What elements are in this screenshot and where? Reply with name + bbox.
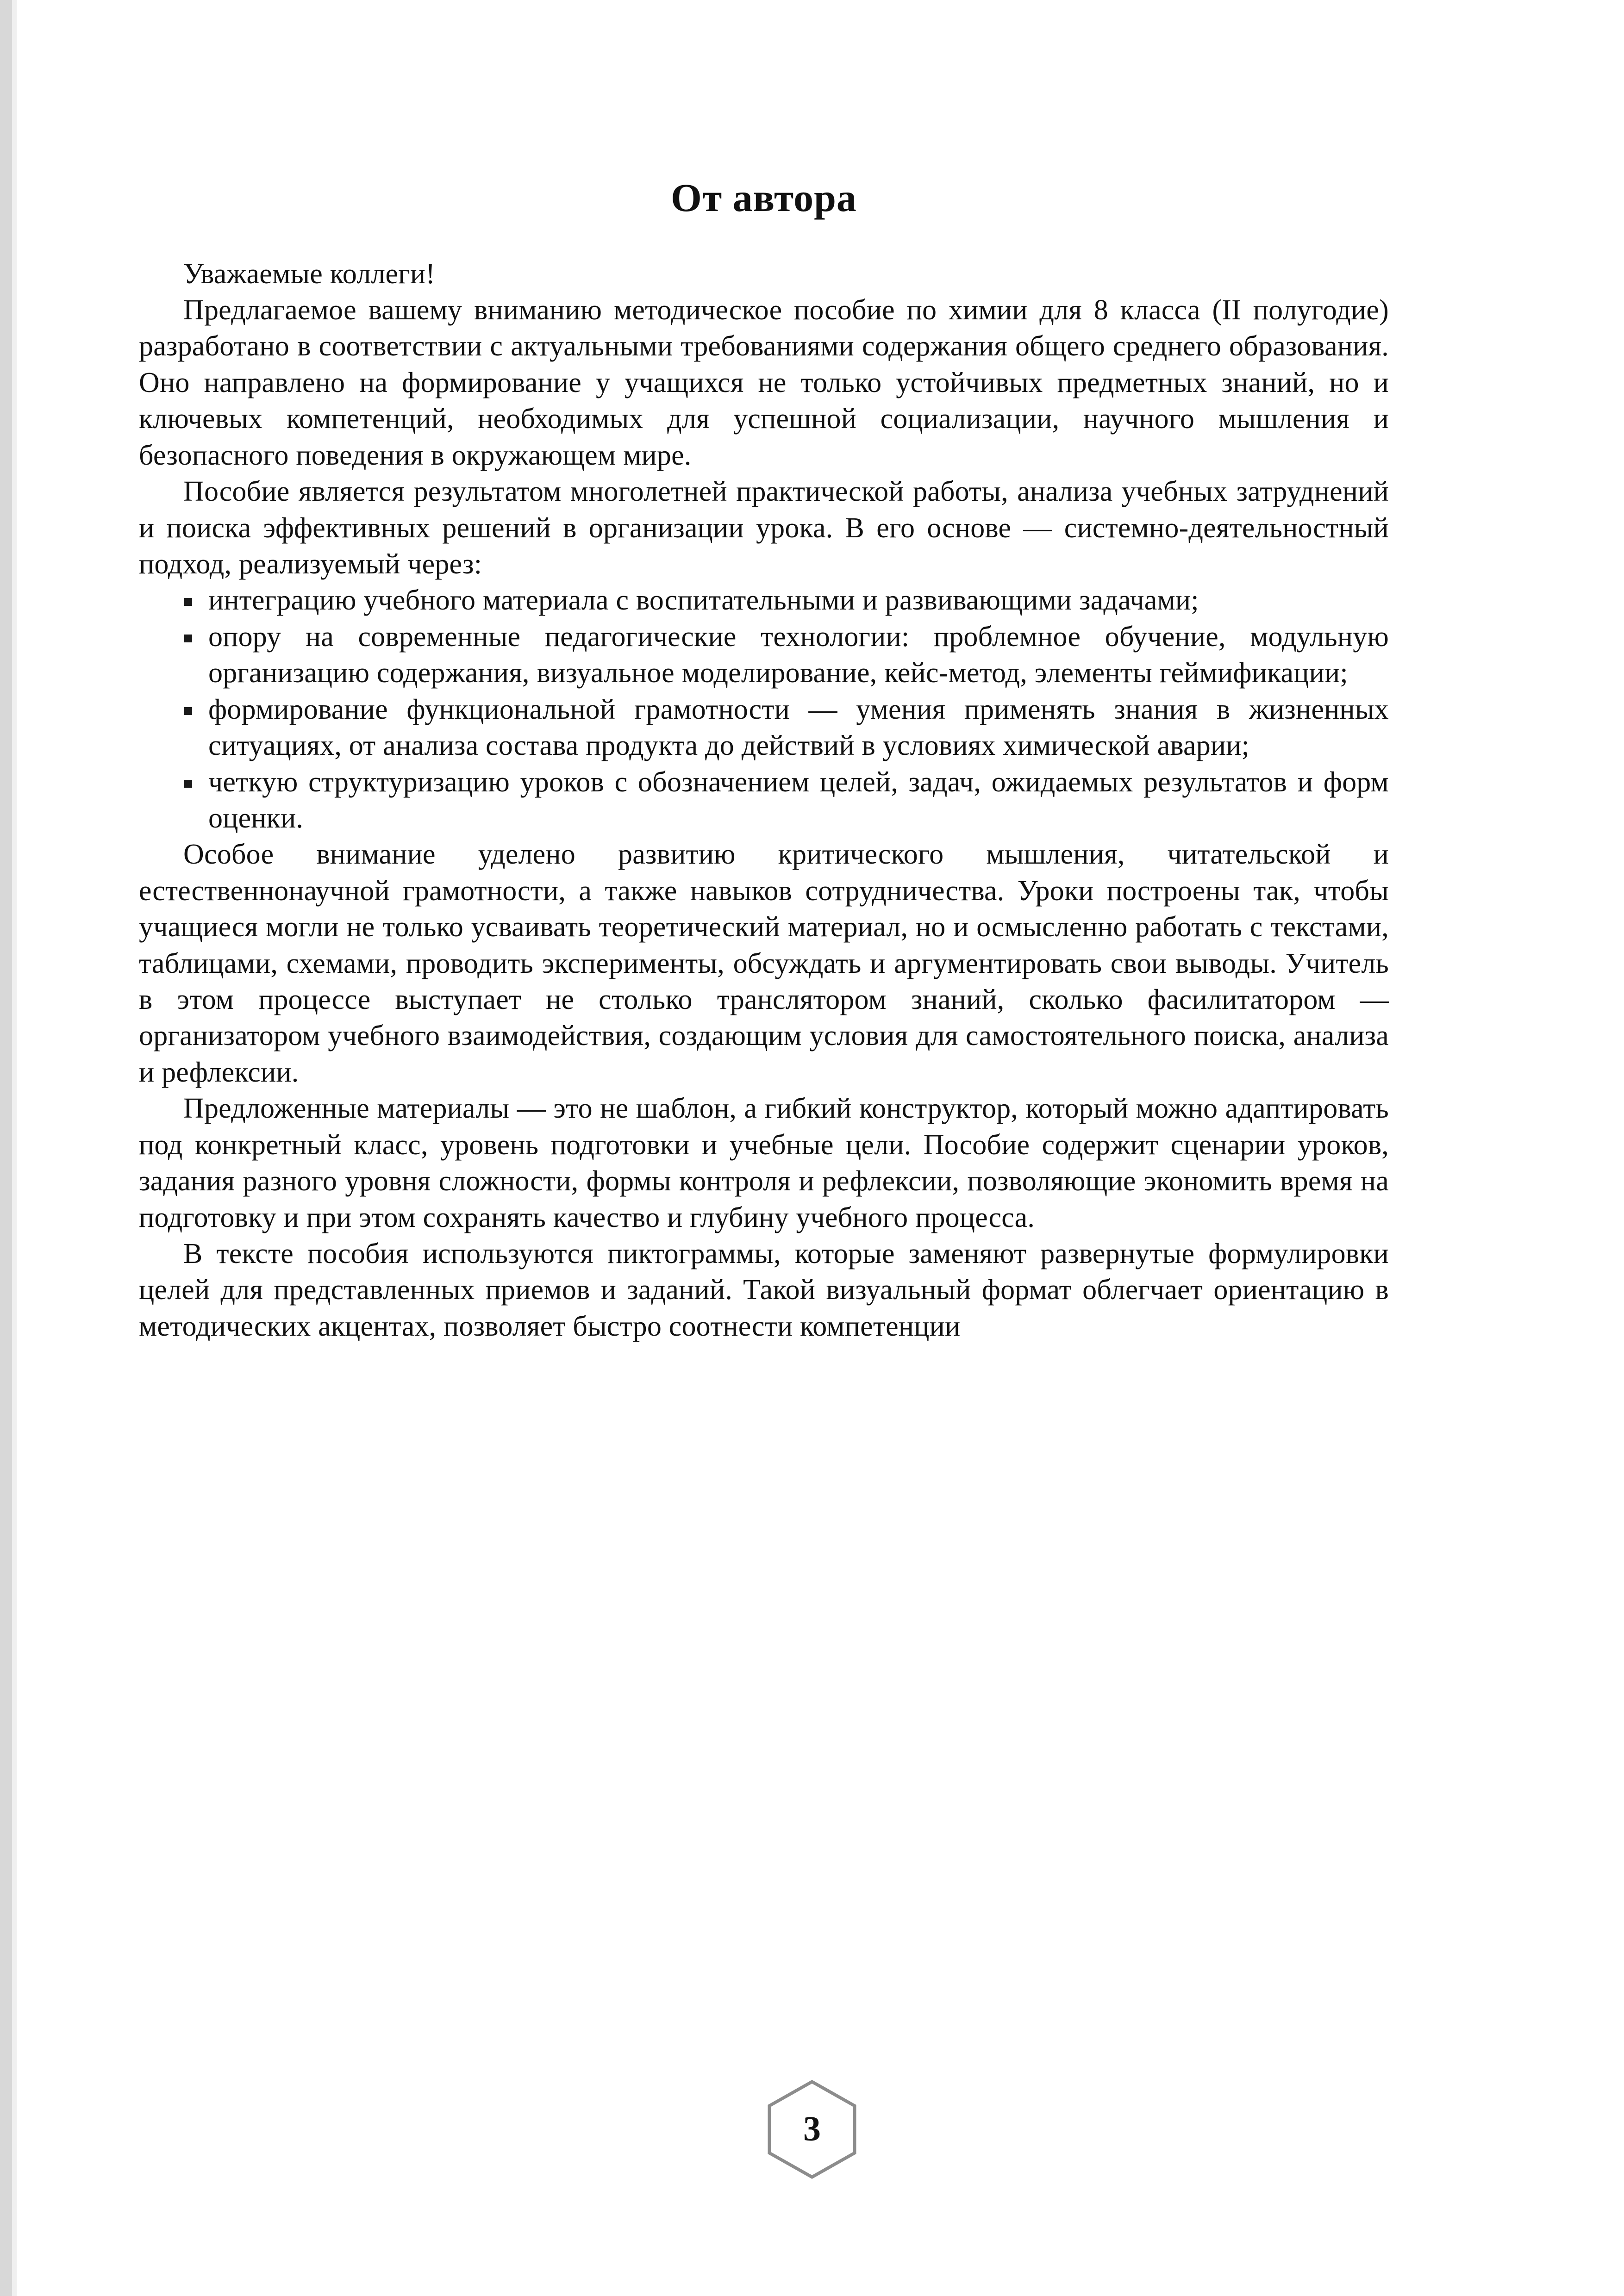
paragraph-attention: Особое внимание уделено развитию критического мышления, читательской и естественнонаучной грамотности, а также навыков сотрудничества. Уроки построены так, чтобы учащиеся могли не только усваивать теоретический материал, но и осмысленно работать с текстами, таблицами, схемами, проводить эксперименты, обсуждать и аргументировать свои выводы. Учитель в этом процессе выступает не столько транслятором знаний, сколько фасилитатором — организатором учебного взаимодействия, создающим условия для самостоятельного поиска, анализа и рефлексии.	[139, 839, 1389, 1088]
bullet-square-icon	[184, 780, 192, 788]
paragraph-pictograms: В тексте пособия используются пиктограммы, которые заменяют развернутые формулировки целей для представленных приемов и заданий. Такой визуальный формат облегчает ориентацию в методических акцентах, позволяет быстро соотнести компетенции	[139, 1238, 1389, 1342]
bullet-square-icon	[184, 707, 192, 715]
list-item-label: формирование функциональной грамотности — умения применять знания в жизненных ситуациях, от анализа состава продукта до действий в условиях химической аварии;	[208, 693, 1389, 762]
page-number-hexagon	[756, 2073, 868, 2184]
list-item	[139, 764, 1389, 837]
paragraph-greeting: Уважаемые коллеги!	[183, 258, 436, 290]
page-content	[139, 176, 1389, 1344]
list-item-label: опору на современные педагогические технологии: проблемное обучение, модульную организацию содержания, визуальное моделирование, кейс-метод, элементы геймификации;	[208, 621, 1389, 689]
bullet-list	[139, 582, 1389, 836]
page-number: 3	[803, 2109, 821, 2148]
list-item-label: интеграцию учебного материала с воспитательными и развивающими задачами;	[208, 585, 1199, 616]
list-item	[139, 582, 1389, 618]
page-title: От автора	[671, 175, 857, 220]
bullet-square-icon	[184, 635, 192, 642]
paragraph-materials: Предложенные материалы — это не шаблон, а гибкий конструктор, который можно адаптировать под конкретный класс, уровень подготовки и учебные цели. Пособие содержит сценарии уроков, задания разного уровня сложности, формы контроля и рефлексии, позволяющие экономить время на подготовку и при этом сохранять качество и глубину учебного процесса.	[139, 1093, 1389, 1233]
list-item	[139, 619, 1389, 691]
paragraph-intro: Предлагаемое вашему вниманию методическое пособие по химии для 8 класса (II полугодие) разработано в соответствии с актуальными требованиями содержания общего среднего образования. Оно направлено на формирование у учащихся не только устойчивых предметных знаний, но и ключевых компетенций, необходимых для успешной социализации, научного мышления и безопасного поведения в окружающем мире.	[139, 294, 1389, 471]
list-item	[139, 691, 1389, 764]
page-footer	[0, 2073, 1624, 2194]
paragraph-approach: Пособие является результатом многолетней практической работы, анализа учебных затруднений и поиска эффективных решений в организации урока. В его основе — системно-деятельностный подход, реализуемый через:	[139, 476, 1389, 580]
bullet-square-icon	[184, 598, 192, 606]
list-item-label: четкую структуризацию уроков с обозначением целей, задач, ожидаемых результатов и форм оценки.	[208, 766, 1389, 834]
